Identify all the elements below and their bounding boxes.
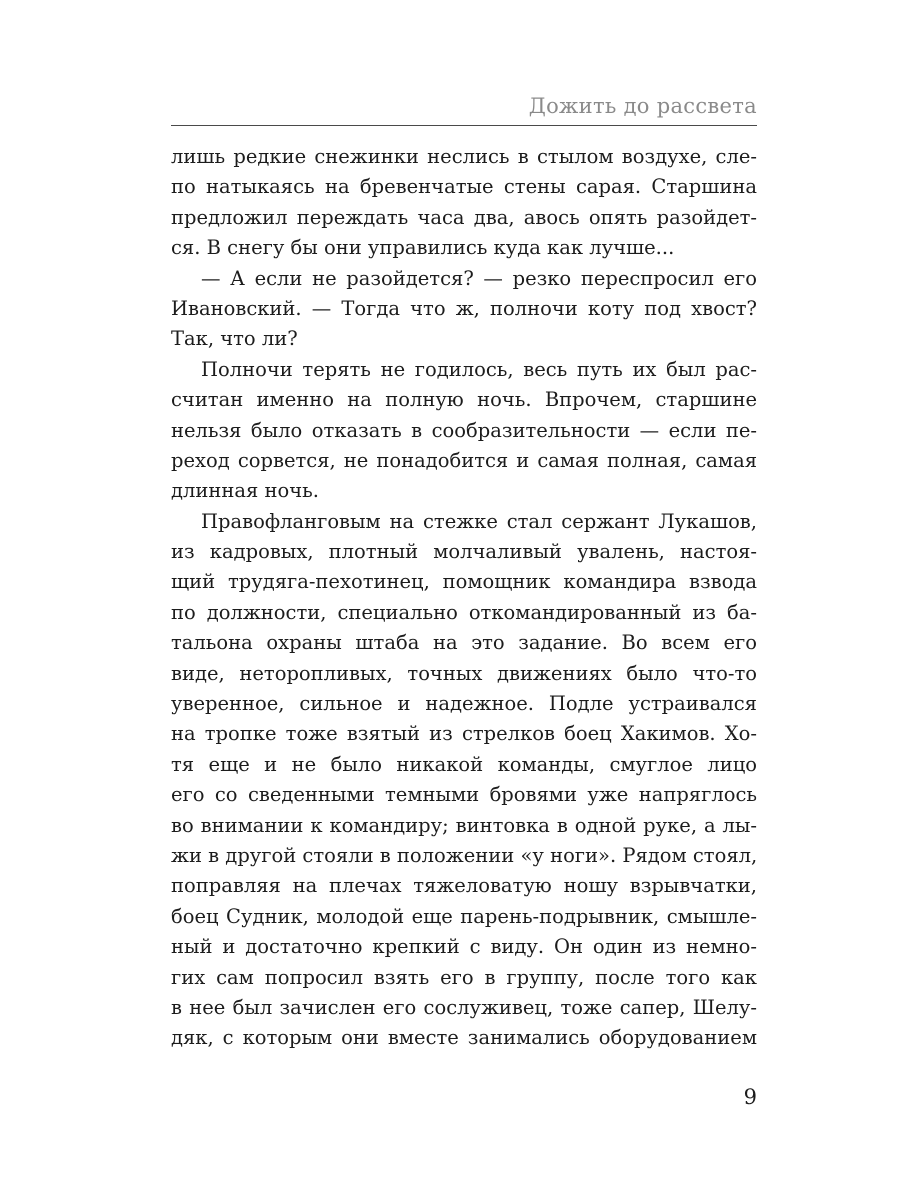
text-line: длинная ночь. [171, 479, 319, 503]
text-line: лишь редкие снежинки неслись в стылом воздухе, сле- [171, 145, 757, 168]
text-line: на тропке тоже взятый из стрелков боец Хакимов. Хо- [171, 722, 757, 746]
text-line: в нее был зачислен его сослуживец, тоже сапер, Шелу- [171, 995, 757, 1019]
text-line: жи в другой стояли в положении «у ноги». Рядом стоял, [171, 843, 758, 867]
text-line: ся. В снегу бы они управились куда как лучше... [171, 236, 675, 260]
text-line: гих сам попросил взять его в группу, после того как [171, 965, 757, 989]
text-line: предложил переждать часа два, авось опять разойдет- [171, 205, 757, 229]
running-header-title: Дожить до рассвета [528, 94, 757, 118]
text-line: дяк, с которым они вместе занимались оборудованием [171, 1026, 757, 1050]
text-line: его со сведенными темными бровями уже напряглось [171, 783, 757, 807]
text-line: Ивановский. — Тогда что ж, полночи коту под хвост? [171, 296, 757, 320]
text-line: поправляя на плечах тяжеловатую ношу взрывчатки, [171, 874, 757, 898]
text-line: по должности, специально откомандированный из ба- [171, 600, 757, 624]
text-line: тя еще и не было никакой команды, смуглое лицо [171, 752, 757, 776]
body-text [171, 142, 757, 1054]
text-line: уверенное, сильное и надежное. Подле устраивался [171, 692, 757, 716]
text-line: Правофланговым на стежке стал сержант Лукашов, [201, 509, 757, 533]
text-line: виде, неторопливых, точных движениях было что-то [171, 661, 757, 685]
text-line: — А если не разойдется? — резко переспросил его [201, 266, 757, 290]
text-line: Так, что ли? [171, 327, 298, 351]
text-line: по натыкаясь на бревенчатые стены сарая. Старшина [171, 175, 757, 199]
text-line: боец Судник, молодой еще парень-подрывник, смышле- [171, 904, 757, 928]
page-number: 9 [743, 1085, 757, 1109]
text-line: считан именно на полную ночь. Впрочем, старшине [171, 388, 757, 412]
text-line: Полночи терять не годилось, весь путь их был рас- [201, 357, 757, 381]
text-line: из кадровых, плотный молчаливый увалень, настоя- [171, 540, 757, 564]
text-line: реход сорвется, не понадобится и самая полная, самая [171, 448, 757, 472]
text-line: щий трудяга-пехотинец, помощник командира взвода [171, 570, 757, 594]
running-header [171, 92, 757, 126]
text-line: во внимании к командиру; винтовка в одной руке, а лы- [171, 813, 757, 837]
text-line: тальона охраны штаба на это задание. Во всем его [171, 631, 757, 655]
text-line: нельзя было отказать в сообразительности — если пе- [171, 418, 757, 442]
text-line: ный и достаточно крепкий с виду. Он один из немно- [171, 935, 757, 959]
